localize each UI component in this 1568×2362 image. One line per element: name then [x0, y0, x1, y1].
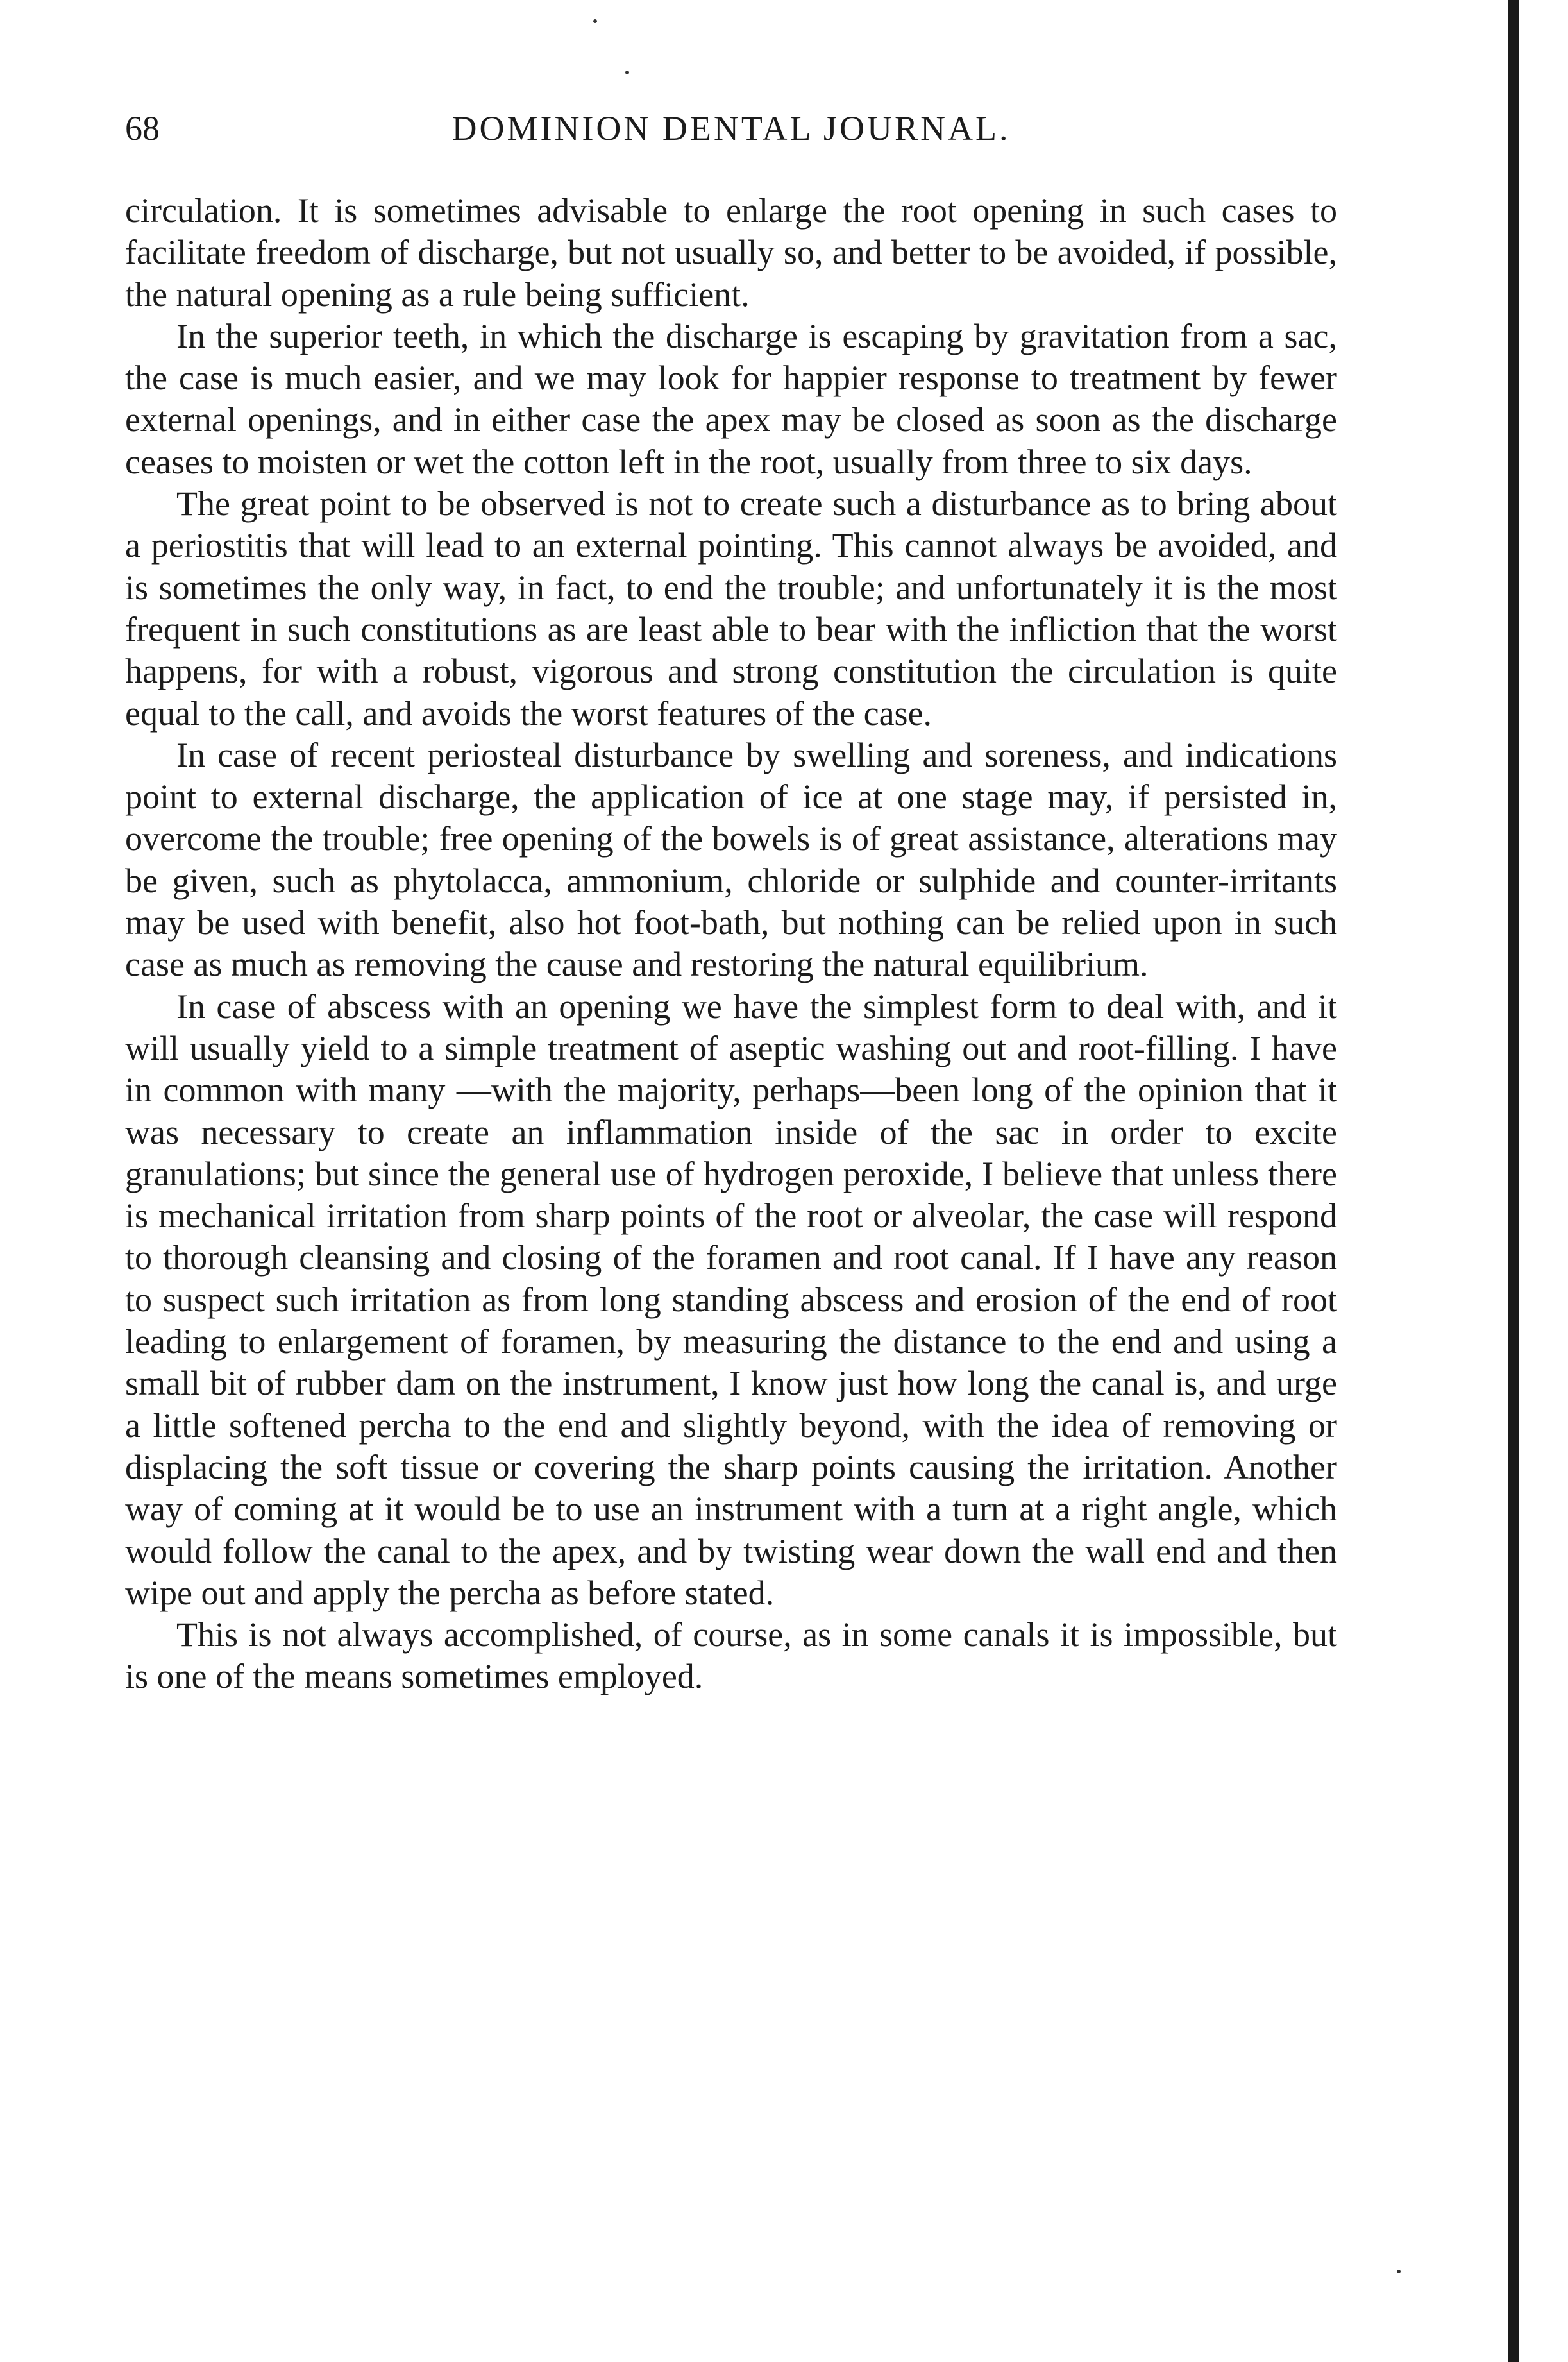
article-body [125, 190, 1337, 1698]
page-header [125, 109, 1337, 160]
page-number: 68 [125, 109, 160, 148]
scan-speck [1397, 2270, 1401, 2273]
paragraph: circulation. It is sometimes advisable to enlarge the root opening in such cases to facilitate freedom of discharge, but not usually so, and better to be avoided, if possible, the natural opening as a rule being sufficient. [125, 191, 1337, 314]
running-title: DOMINION DENTAL JOURNAL. [451, 109, 1011, 148]
scan-speck [625, 71, 629, 74]
paragraph: The great point to be observed is not to create such a disturbance as to bring about a periostitis that will lead to an external pointing. This cannot always be avoided, and is sometimes the only way, in fact, to end the trouble; and unfortunately it is the most frequent in such constitutions as are least able to bear with the infliction that the worst happens, for with a robust, vigorous and strong constitution the circulation is quite equal to the call, and avoids the worst features of the case. [125, 484, 1337, 733]
paragraph: This is not always accomplished, of course, as in some canals it is impossible, but is one of the means sometimes employed. [125, 1615, 1337, 1696]
paragraph: In the superior teeth, in which the discharge is escaping by gravitation from a sac, the case is much easier, and we may look for happier response to treatment by fewer external openings, and in either case the apex may be closed as soon as the discharge ceases to moisten or wet the cotton left in the root, usually from three to six days. [125, 316, 1337, 481]
paragraph: In case of abscess with an opening we have the simplest form to deal with, and it will usually yield to a simple treatment of aseptic washing out and root-filling. I have in common with many —with the majority, perhaps—been long of the opinion that it was necessary to create an inflammation inside of the sac in order to excite granulations; but since the general use of hydrogen peroxide, I believe that unless there is mechanical irritation from sharp points of the root or alveolar, the case will respond to thorough cleansing and closing of the foramen and root canal. If I have any reason to suspect such irritation as from long standing abscess and erosion of the end of root leading to enlargement of foramen, by measuring the distance to the end and using a small bit of rubber dam on the instrument, I know just how long the canal is, and urge a little softened percha to the end and slightly beyond, with the idea of removing or displacing the soft tissue or covering the sharp points causing the irritation. Another way of coming at it would be to use an instrument with a turn at a right angle, which would follow the canal to the apex, and by twisting wear down the wall end and then wipe out and apply the percha as before stated. [125, 987, 1337, 1612]
page-edge-rule [1508, 0, 1519, 2362]
scan-speck [593, 19, 597, 23]
paragraph: In case of recent periosteal disturbance by swelling and soreness, and indications point to external discharge, the application of ice at one stage may, if persisted in, overcome the trouble; free opening of the bowels is of great assistance, alterations may be given, such as phytolacca, ammonium, chloride or sulphide and counter-irritants may be used with benefit, also hot foot-bath, but nothing can be relied upon in such case as much as removing the cause and restoring the natural equilibrium. [125, 735, 1337, 984]
